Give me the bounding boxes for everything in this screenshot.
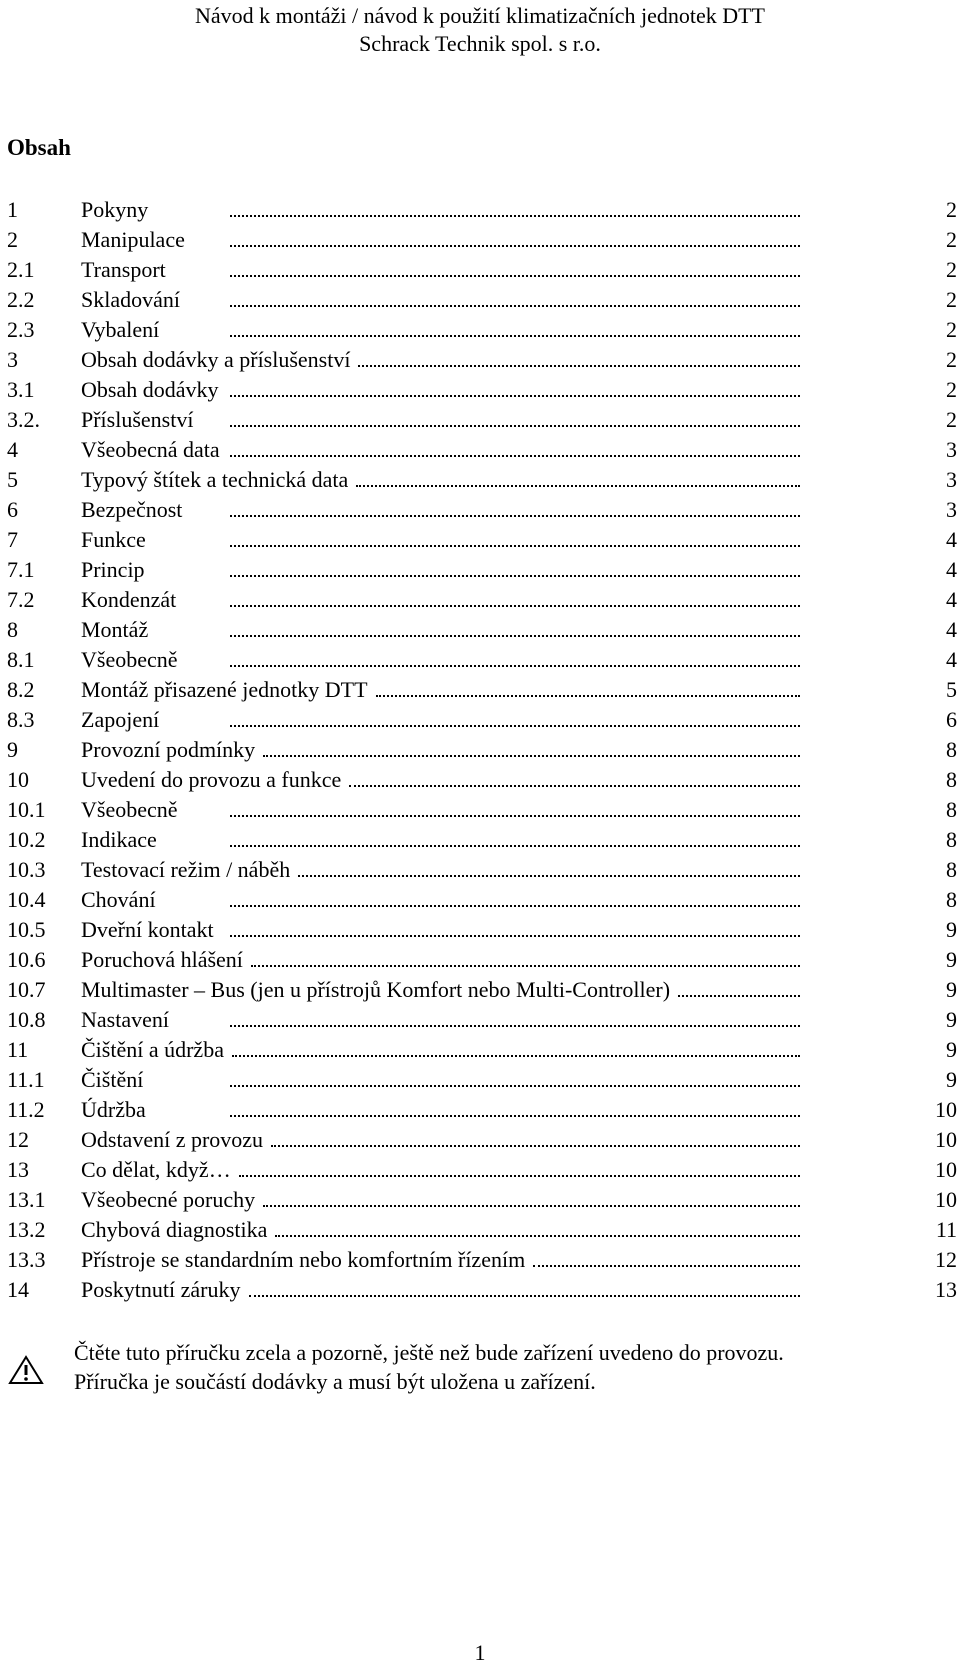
toc-entry-number: 10.8 (7, 1007, 46, 1032)
toc-leader-dots (230, 255, 800, 285)
toc-leader-dots (230, 195, 800, 225)
toc-entry-page: 4 (946, 647, 957, 672)
header-title: Návod k montáži / návod k použití klimatizačních jednotek DTT (194, 3, 765, 28)
toc-row (0, 225, 960, 255)
toc-row (0, 1245, 960, 1275)
toc-entry-title: Čištění a údržba (81, 1037, 224, 1062)
toc-entry-title: Uvedení do provozu a funkce (81, 767, 342, 792)
toc-entry-page: 9 (946, 1007, 957, 1032)
toc-row (0, 495, 960, 525)
toc-entry-title: Pokyny (81, 197, 149, 222)
toc-entry-page: 10 (935, 1127, 957, 1152)
toc-entry-page: 9 (946, 977, 957, 1002)
toc-entry-page: 12 (935, 1247, 957, 1272)
toc-entry-title: Všeobecně (81, 797, 178, 822)
toc-entry-page: 3 (946, 467, 957, 492)
toc-entry-title: Všeobecně (81, 647, 178, 672)
toc-leader-dots (263, 1185, 800, 1215)
toc-entry-page: 8 (946, 767, 957, 792)
toc-row (0, 825, 960, 855)
toc-leader-dots (232, 1035, 800, 1065)
toc-leader-dots (230, 375, 800, 405)
toc-row (0, 855, 960, 885)
toc-entry-number: 7 (7, 527, 18, 552)
toc-entry-number: 10.2 (7, 827, 46, 852)
toc-entry-title: Údržba (81, 1097, 146, 1122)
toc-entry-number: 7.1 (7, 557, 35, 582)
toc-leader-dots (230, 615, 800, 645)
toc-entry-page: 4 (946, 527, 957, 552)
toc-leader-dots (249, 1275, 800, 1305)
notice-line: Čtěte tuto příručku zcela a pozorně, ještě než bude zařízení uvedeno do provozu. (74, 1340, 784, 1365)
toc-entry-page: 2 (946, 197, 957, 222)
toc-entry-page: 4 (946, 557, 957, 582)
toc-row (0, 195, 960, 225)
toc-entry-title: Dveřní kontakt (81, 917, 214, 942)
toc-entry-number: 11.2 (7, 1097, 45, 1122)
table-of-contents (0, 195, 960, 1305)
warning-icon (8, 1355, 44, 1385)
toc-entry-title: Odstavení z provozu (81, 1127, 264, 1152)
toc-entry-number: 13.2 (7, 1217, 46, 1242)
toc-leader-dots (230, 1005, 800, 1035)
toc-leader-dots (376, 675, 800, 705)
toc-heading: Obsah (7, 135, 71, 160)
toc-entry-title: Funkce (81, 527, 146, 552)
toc-entry-page: 9 (946, 917, 957, 942)
toc-entry-title: Indikace (81, 827, 157, 852)
toc-leader-dots (230, 225, 800, 255)
toc-leader-dots (230, 405, 800, 435)
toc-entry-number: 3.1 (7, 377, 35, 402)
toc-row (0, 645, 960, 675)
toc-row (0, 885, 960, 915)
toc-leader-dots (230, 825, 800, 855)
document-header (0, 0, 960, 58)
toc-entry-number: 4 (7, 437, 18, 462)
toc-entry-title: Obsah dodávky a příslušenství (81, 347, 351, 372)
toc-leader-dots (230, 585, 800, 615)
toc-entry-page: 2 (946, 257, 957, 282)
toc-row (0, 405, 960, 435)
toc-entry-page: 10 (935, 1187, 957, 1212)
notice-text (74, 1338, 784, 1396)
toc-row (0, 975, 960, 1005)
toc-entry-page: 2 (946, 227, 957, 252)
toc-entry-number: 2.3 (7, 317, 35, 342)
toc-leader-dots (230, 1065, 800, 1095)
toc-row (0, 675, 960, 705)
toc-entry-title: Testovací režim / náběh (81, 857, 291, 882)
toc-leader-dots (349, 765, 800, 795)
toc-leader-dots (271, 1125, 800, 1155)
toc-entry-title: Provozní podmínky (81, 737, 256, 762)
toc-row (0, 915, 960, 945)
toc-entry-page: 6 (946, 707, 957, 732)
toc-entry-number: 9 (7, 737, 18, 762)
toc-row (0, 705, 960, 735)
toc-entry-title: Přístroje se standardním nebo komfortním řízením (81, 1247, 526, 1272)
toc-entry-number: 1 (7, 197, 18, 222)
toc-entry-page: 3 (946, 497, 957, 522)
toc-leader-dots (230, 555, 800, 585)
toc-entry-page: 8 (946, 797, 957, 822)
toc-row (0, 585, 960, 615)
toc-entry-title: Čištění (81, 1067, 144, 1092)
toc-entry-page: 4 (946, 617, 957, 642)
toc-entry-number: 2.1 (7, 257, 35, 282)
toc-entry-page: 5 (946, 677, 957, 702)
toc-entry-number: 10.6 (7, 947, 46, 972)
toc-entry-title: Co dělat, když… (81, 1157, 231, 1182)
toc-leader-dots (298, 855, 800, 885)
toc-row (0, 1065, 960, 1095)
toc-entry-page: 10 (935, 1157, 957, 1182)
toc-entry-number: 10.3 (7, 857, 46, 882)
toc-entry-title: Chybová diagnostika (81, 1217, 268, 1242)
toc-leader-dots (230, 495, 800, 525)
toc-leader-dots (230, 885, 800, 915)
toc-row (0, 735, 960, 765)
toc-entry-title: Montáž přisazené jednotky DTT (81, 677, 368, 702)
toc-entry-page: 2 (946, 407, 957, 432)
toc-entry-number: 13.3 (7, 1247, 46, 1272)
toc-leader-dots (230, 525, 800, 555)
toc-leader-dots (678, 975, 800, 1005)
toc-entry-page: 4 (946, 587, 957, 612)
toc-leader-dots (239, 1155, 800, 1185)
toc-entry-title: Princip (81, 557, 145, 582)
toc-row (0, 525, 960, 555)
toc-row (0, 945, 960, 975)
toc-leader-dots (251, 945, 800, 975)
toc-leader-dots (275, 1215, 800, 1245)
toc-entry-page: 10 (935, 1097, 957, 1122)
toc-entry-title: Nastavení (81, 1007, 169, 1032)
toc-row (0, 765, 960, 795)
toc-leader-dots (263, 735, 800, 765)
header-company: Schrack Technik spol. s r.o. (359, 31, 601, 56)
toc-entry-page: 2 (946, 377, 957, 402)
toc-entry-number: 3.2. (7, 407, 40, 432)
toc-entry-title: Kondenzát (81, 587, 177, 612)
toc-entry-number: 10.7 (7, 977, 46, 1002)
toc-leader-dots (358, 345, 800, 375)
toc-row (0, 1275, 960, 1305)
toc-row (0, 345, 960, 375)
toc-entry-number: 8 (7, 617, 18, 642)
toc-entry-title: Multimaster – Bus (jen u přístrojů Komfort nebo Multi-Controller) (81, 977, 671, 1002)
toc-entry-number: 13.1 (7, 1187, 46, 1212)
toc-entry-page: 9 (946, 1037, 957, 1062)
toc-leader-dots (230, 645, 800, 675)
toc-entry-number: 8.3 (7, 707, 35, 732)
toc-entry-title: Všeobecná data (81, 437, 220, 462)
toc-entry-number: 13 (7, 1157, 29, 1182)
toc-entry-number: 10.5 (7, 917, 46, 942)
toc-entry-number: 14 (7, 1277, 29, 1302)
toc-entry-number: 2.2 (7, 287, 35, 312)
toc-row (0, 1215, 960, 1245)
toc-entry-page: 8 (946, 737, 957, 762)
toc-entry-page: 11 (935, 1217, 957, 1242)
toc-entry-number: 11 (7, 1037, 29, 1062)
toc-row (0, 555, 960, 585)
toc-entry-page: 8 (946, 827, 957, 852)
toc-entry-number: 11.1 (7, 1067, 45, 1092)
toc-row (0, 1035, 960, 1065)
toc-entry-page: 2 (946, 287, 957, 312)
toc-entry-title: Montáž (81, 617, 149, 642)
toc-entry-number: 3 (7, 347, 18, 372)
toc-entry-number: 10 (7, 767, 29, 792)
toc-entry-page: 8 (946, 887, 957, 912)
toc-leader-dots (533, 1245, 800, 1275)
toc-leader-dots (230, 285, 800, 315)
toc-entry-number: 7.2 (7, 587, 35, 612)
toc-row (0, 435, 960, 465)
toc-entry-title: Typový štítek a technická data (81, 467, 349, 492)
toc-leader-dots (230, 795, 800, 825)
toc-leader-dots (230, 315, 800, 345)
toc-entry-page: 9 (946, 1067, 957, 1092)
notice-line: Příručka je součástí dodávky a musí být uložena u zařízení. (74, 1369, 596, 1394)
toc-entry-title: Příslušenství (81, 407, 194, 432)
toc-entry-title: Vybalení (81, 317, 160, 342)
toc-leader-dots (230, 435, 800, 465)
toc-entry-page: 2 (946, 347, 957, 372)
toc-leader-dots (230, 705, 800, 735)
page-number: 1 (474, 1640, 486, 1665)
toc-row (0, 1125, 960, 1155)
toc-entry-number: 6 (7, 497, 18, 522)
toc-entry-title: Skladování (81, 287, 180, 312)
toc-entry-number: 8.1 (7, 647, 35, 672)
toc-row (0, 615, 960, 645)
toc-entry-number: 10.1 (7, 797, 46, 822)
toc-leader-dots (356, 465, 800, 495)
toc-entry-title: Transport (81, 257, 166, 282)
toc-row (0, 465, 960, 495)
toc-row (0, 1005, 960, 1035)
toc-row (0, 1095, 960, 1125)
toc-row (0, 1185, 960, 1215)
toc-entry-number: 10.4 (7, 887, 46, 912)
toc-leader-dots (230, 1095, 800, 1125)
toc-entry-title: Chování (81, 887, 156, 912)
toc-entry-number: 2 (7, 227, 18, 252)
toc-entry-number: 12 (7, 1127, 29, 1152)
toc-entry-title: Obsah dodávky (81, 377, 219, 402)
toc-entry-number: 8.2 (7, 677, 35, 702)
toc-row (0, 315, 960, 345)
toc-entry-page: 2 (946, 317, 957, 342)
toc-row (0, 1155, 960, 1185)
toc-row (0, 375, 960, 405)
toc-entry-title: Bezpečnost (81, 497, 183, 522)
toc-row (0, 795, 960, 825)
toc-leader-dots (230, 915, 800, 945)
toc-entry-page: 8 (946, 857, 957, 882)
toc-entry-title: Zapojení (81, 707, 160, 732)
toc-row (0, 255, 960, 285)
toc-entry-page: 9 (946, 947, 957, 972)
toc-entry-page: 13 (935, 1277, 957, 1302)
toc-entry-title: Všeobecné poruchy (81, 1187, 256, 1212)
toc-entry-title: Manipulace (81, 227, 185, 252)
toc-row (0, 285, 960, 315)
toc-entry-title: Poruchová hlášení (81, 947, 243, 972)
toc-entry-number: 5 (7, 467, 18, 492)
toc-entry-page: 3 (946, 437, 957, 462)
toc-entry-title: Poskytnutí záruky (81, 1277, 241, 1302)
